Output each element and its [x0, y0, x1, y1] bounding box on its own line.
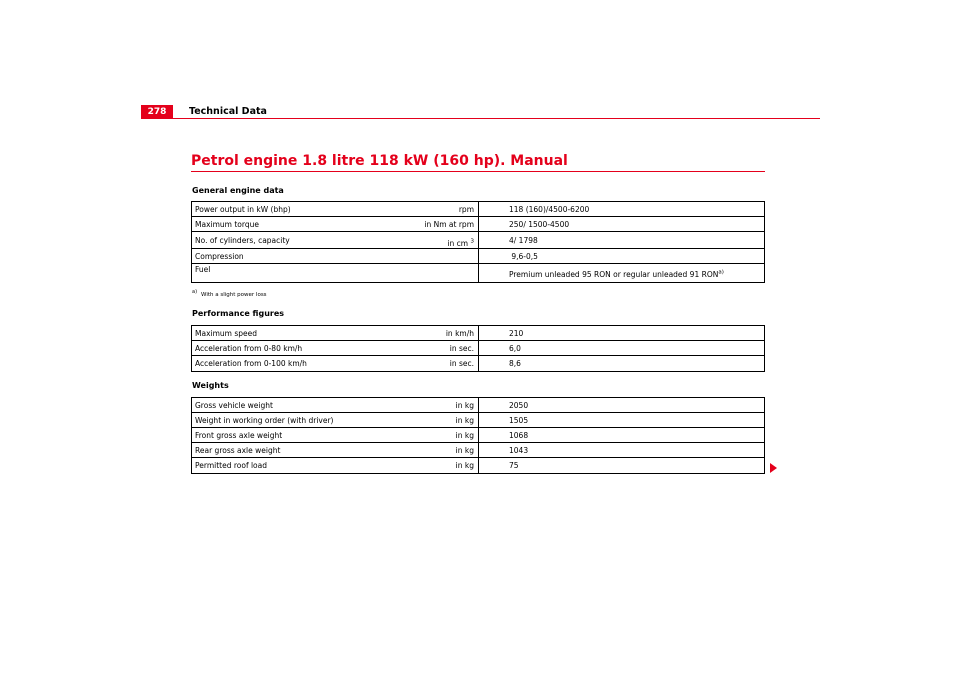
row-label: Compression [195, 252, 244, 261]
row-label: No. of cylinders, capacity [195, 236, 290, 245]
fuel-text: Premium unleaded 95 RON or regular unleaded 91 RON [509, 270, 719, 279]
row-unit: in kg [455, 446, 474, 455]
row-unit: in kg [455, 431, 474, 440]
table-row [192, 458, 764, 473]
row-label: Maximum torque [195, 220, 259, 229]
section-heading-general: General engine data [192, 186, 284, 195]
table-row [192, 202, 764, 217]
table-row [192, 326, 764, 341]
table-row [192, 428, 764, 443]
table-general-engine-data [191, 201, 765, 283]
row-label: Acceleration from 0-100 km/h [195, 359, 307, 368]
row-unit: in kg [455, 461, 474, 470]
row-unit: in sec. [449, 359, 474, 368]
row-value: 250/ 1500-4500 [509, 220, 570, 229]
table-row [192, 341, 764, 356]
row-label: Permitted roof load [195, 461, 268, 470]
table-row [192, 232, 764, 249]
row-value: 1068 [509, 431, 529, 440]
running-title: Technical Data [189, 106, 267, 117]
table-row [192, 413, 764, 428]
column-divider [478, 326, 479, 340]
row-value: 9,6-0,5 [509, 252, 538, 261]
row-label: Acceleration from 0-80 km/h [195, 344, 303, 353]
column-divider [478, 398, 479, 412]
table-performance-figures [191, 325, 765, 372]
row-label: Rear gross axle weight [195, 446, 281, 455]
row-label: Maximum speed [195, 329, 257, 338]
row-unit: rpm [458, 205, 474, 214]
row-value: 6,0 [509, 344, 521, 353]
footnote-mark: a) [192, 289, 198, 295]
footnote-text: With a slight power loss [201, 291, 267, 298]
unit-superscript: 3 [470, 238, 474, 245]
row-value: 1505 [509, 416, 529, 425]
column-divider [478, 249, 479, 263]
row-unit: in sec. [449, 344, 474, 353]
row-unit: in kg [455, 416, 474, 425]
page-title: Petrol engine 1.8 litre 118 kW (160 hp). Manual [191, 153, 568, 169]
row-label: Power output in kW (bhp) [195, 205, 291, 214]
section-heading-performance: Performance figures [192, 309, 285, 318]
table-row [192, 249, 764, 264]
row-label: Fuel [195, 265, 211, 274]
row-label: Front gross axle weight [195, 431, 283, 440]
column-divider [478, 458, 479, 473]
column-divider [478, 232, 479, 248]
table-row [192, 443, 764, 458]
row-value: 4/ 1798 [509, 236, 538, 245]
row-value: 1043 [509, 446, 529, 455]
row-unit: in Nm at rpm [424, 220, 474, 229]
column-divider [478, 413, 479, 427]
column-divider [478, 356, 479, 371]
row-unit: in kg [455, 401, 474, 410]
footnote-reference: a) [718, 269, 724, 276]
row-unit: in km/h [445, 329, 474, 338]
table-row [192, 264, 764, 282]
section-heading-weights: Weights [192, 381, 229, 390]
table-row [192, 398, 764, 413]
unit-text: in cm [447, 239, 469, 248]
continue-arrow-icon [770, 463, 777, 473]
row-value: 118 (160)/4500-6200 [509, 205, 590, 214]
header-rule [141, 118, 820, 119]
column-divider [478, 443, 479, 457]
column-divider [478, 341, 479, 355]
column-divider [478, 264, 479, 282]
table-row [192, 217, 764, 232]
column-divider [478, 428, 479, 442]
row-value: 210 [509, 329, 524, 338]
row-value: 8,6 [509, 359, 521, 368]
title-rule [191, 171, 765, 172]
table-weights [191, 397, 765, 474]
column-divider [478, 217, 479, 231]
row-value: 2050 [509, 401, 529, 410]
page-number: 278 [141, 105, 173, 119]
column-divider [478, 202, 479, 216]
footnote [192, 289, 267, 298]
table-row [192, 356, 764, 371]
row-value: 75 [509, 461, 519, 470]
row-label: Weight in working order (with driver) [195, 416, 334, 425]
row-value [509, 267, 724, 282]
row-label: Gross vehicle weight [195, 401, 273, 410]
